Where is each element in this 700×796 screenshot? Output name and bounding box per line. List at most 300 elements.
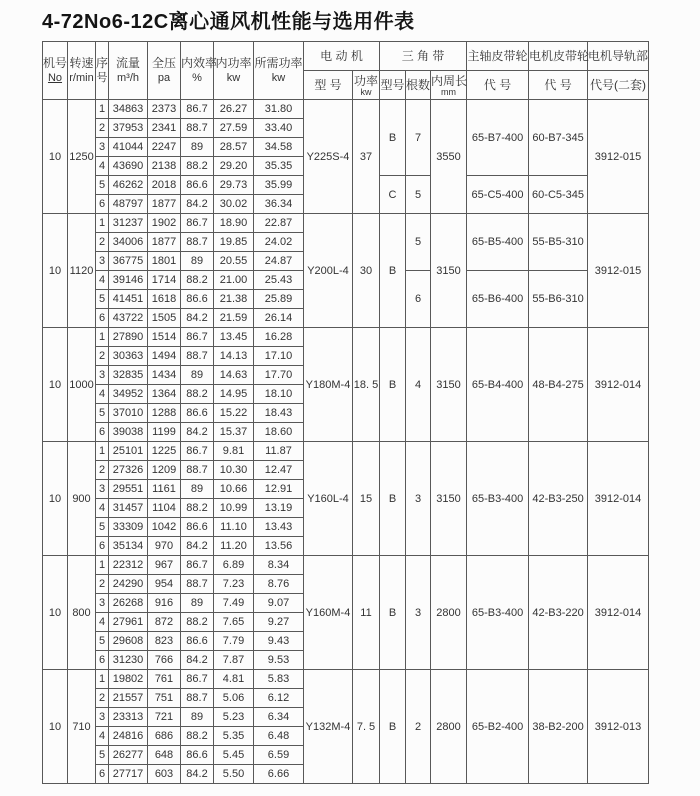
flow-cell: 48797 [109,195,148,214]
header-flow [109,42,148,100]
inner-power-cell: 7.49 [214,594,254,613]
efficiency-cell: 86.7 [181,100,214,119]
header-motor-model: 型 号 [304,71,353,100]
header-seq-label: 序 [96,56,109,71]
efficiency-cell: 86.7 [181,328,214,347]
efficiency-cell: 86.7 [181,556,214,575]
pressure-cell: 721 [148,708,181,727]
efficiency-cell: 88.7 [181,461,214,480]
inner-power-cell: 10.66 [214,480,254,499]
header-belt-length-label: 内周长 [431,74,468,89]
seq-cell: 6 [96,765,109,784]
efficiency-cell: 88.2 [181,499,214,518]
header-pressure [148,42,181,100]
belt-count-cell: 7 [406,100,431,176]
seq-cell: 4 [96,385,109,404]
pressure-cell: 1714 [148,271,181,290]
header-inner-power [214,42,254,100]
required-power-cell: 34.58 [254,138,304,157]
efficiency-cell: 88.2 [181,385,214,404]
seq-cell: 1 [96,442,109,461]
motor-pulley-cell: 55-B5-310 [529,214,588,271]
motor-pulley-cell: 42-B3-250 [529,442,588,556]
page [0,5,700,784]
seq-cell: 2 [96,461,109,480]
efficiency-cell: 86.6 [181,176,214,195]
flow-cell: 41451 [109,290,148,309]
efficiency-cell: 88.7 [181,233,214,252]
required-power-cell: 9.53 [254,651,304,670]
seq-cell: 2 [96,689,109,708]
seq-cell: 5 [96,632,109,651]
flow-cell: 37010 [109,404,148,423]
pressure-cell: 2018 [148,176,181,195]
motor-pulley-cell: 55-B6-310 [529,271,588,328]
efficiency-cell: 88.2 [181,271,214,290]
motor-power-cell: 30 [353,214,380,328]
fan-performance-table [42,41,649,784]
inner-power-cell: 5.23 [214,708,254,727]
seq-cell: 3 [96,708,109,727]
main-pulley-cell: 65-B7-400 [467,100,529,176]
seq-cell: 2 [96,233,109,252]
inner-power-cell: 7.23 [214,575,254,594]
inner-power-cell: 20.55 [214,252,254,271]
efficiency-cell: 88.7 [181,119,214,138]
flow-cell: 33309 [109,518,148,537]
flow-cell: 43722 [109,309,148,328]
rail-cell: 3912-014 [588,442,649,556]
header-flow-unit: m³/h [117,71,139,84]
efficiency-cell: 86.6 [181,746,214,765]
inner-power-cell: 10.30 [214,461,254,480]
flow-cell: 24290 [109,575,148,594]
pressure-cell: 1877 [148,233,181,252]
header-efficiency-label: 内效率 [181,56,218,71]
efficiency-cell: 86.7 [181,214,214,233]
required-power-cell: 6.34 [254,708,304,727]
header-efficiency-unit: % [192,71,202,84]
pressure-cell: 603 [148,765,181,784]
header-inner-power-unit: kw [226,71,241,84]
machine-no-cell: 10 [43,100,68,214]
efficiency-cell: 89 [181,594,214,613]
header-speed [68,42,96,100]
seq-cell: 5 [96,290,109,309]
pressure-cell: 2247 [148,138,181,157]
pressure-cell: 1288 [148,404,181,423]
inner-power-cell: 21.38 [214,290,254,309]
seq-cell: 1 [96,328,109,347]
belt-type-cell: B [380,556,406,670]
required-power-cell: 25.43 [254,271,304,290]
speed-cell: 800 [68,556,96,670]
pressure-cell: 648 [148,746,181,765]
motor-model-cell: Y160L-4 [304,442,353,556]
speed-cell: 710 [68,670,96,784]
efficiency-cell: 84.2 [181,309,214,328]
required-power-cell: 13.19 [254,499,304,518]
inner-power-cell: 29.20 [214,157,254,176]
header-belt-length-unit: mm [441,86,457,97]
speed-cell: 1120 [68,214,96,328]
belt-length-cell: 2800 [431,670,467,784]
efficiency-cell: 88.2 [181,613,214,632]
inner-power-cell: 29.73 [214,176,254,195]
seq-cell: 5 [96,176,109,195]
inner-power-cell: 7.65 [214,613,254,632]
efficiency-cell: 86.6 [181,404,214,423]
inner-power-cell: 7.79 [214,632,254,651]
header-seq-label2: 号 [96,71,108,84]
inner-power-cell: 21.59 [214,309,254,328]
inner-power-cell: 14.13 [214,347,254,366]
table-body [43,100,649,784]
motor-power-cell: 15 [353,442,380,556]
flow-cell: 39038 [109,423,148,442]
belt-type-cell: B [380,328,406,442]
flow-cell: 27890 [109,328,148,347]
main-pulley-cell: 65-B3-400 [467,556,529,670]
flow-cell: 22312 [109,556,148,575]
required-power-cell: 17.70 [254,366,304,385]
required-power-cell: 6.66 [254,765,304,784]
inner-power-cell: 27.59 [214,119,254,138]
pressure-cell: 823 [148,632,181,651]
pressure-cell: 2138 [148,157,181,176]
efficiency-cell: 89 [181,138,214,157]
inner-power-cell: 21.00 [214,271,254,290]
motor-power-cell: 11 [353,556,380,670]
motor-pulley-cell: 60-B7-345 [529,100,588,176]
required-power-cell: 9.07 [254,594,304,613]
header-rail-group: 电机导轨部 [588,42,649,71]
belt-type-cell: B [380,442,406,556]
pressure-cell: 1104 [148,499,181,518]
main-pulley-cell: 65-B3-400 [467,442,529,556]
flow-cell: 43690 [109,157,148,176]
belt-count-cell: 2 [406,670,431,784]
header-machine-no-unit: No [47,71,63,84]
table-header [43,42,649,100]
efficiency-cell: 88.7 [181,575,214,594]
efficiency-cell: 84.2 [181,537,214,556]
seq-cell: 4 [96,499,109,518]
motor-power-cell: 18. 5 [353,328,380,442]
header-seq [96,42,109,100]
pressure-cell: 967 [148,556,181,575]
speed-cell: 900 [68,442,96,556]
pressure-cell: 1514 [148,328,181,347]
efficiency-cell: 86.6 [181,518,214,537]
inner-power-cell: 5.35 [214,727,254,746]
header-efficiency [181,42,218,100]
page-title: 4-72No6-12C离心通风机性能与选用件表 [42,11,415,33]
inner-power-cell: 30.02 [214,195,254,214]
belt-count-cell: 5 [406,214,431,271]
belt-type-cell: B [380,100,406,176]
belt-length-cell: 3150 [431,328,467,442]
pressure-cell: 2373 [148,100,181,119]
belt-count-cell: 4 [406,328,431,442]
pressure-cell: 1161 [148,480,181,499]
header-belt-count: 根数 [406,71,431,100]
flow-cell: 32835 [109,366,148,385]
inner-power-cell: 9.81 [214,442,254,461]
seq-cell: 4 [96,613,109,632]
required-power-cell: 26.14 [254,309,304,328]
inner-power-cell: 18.90 [214,214,254,233]
header-main-pulley-group: 主轴皮带轮 [467,42,529,71]
pressure-cell: 954 [148,575,181,594]
efficiency-cell: 84.2 [181,423,214,442]
pressure-cell: 761 [148,670,181,689]
seq-cell: 1 [96,556,109,575]
flow-cell: 29608 [109,632,148,651]
required-power-cell: 35.35 [254,157,304,176]
pressure-cell: 1364 [148,385,181,404]
speed-cell: 1250 [68,100,96,214]
flow-cell: 27961 [109,613,148,632]
pressure-cell: 2341 [148,119,181,138]
flow-cell: 31237 [109,214,148,233]
efficiency-cell: 86.7 [181,442,214,461]
pressure-cell: 751 [148,689,181,708]
table-row [43,442,649,461]
seq-cell: 5 [96,518,109,537]
required-power-cell: 6.59 [254,746,304,765]
seq-cell: 3 [96,594,109,613]
required-power-cell: 18.43 [254,404,304,423]
belt-count-cell: 3 [406,442,431,556]
table-row [43,100,649,119]
flow-cell: 27326 [109,461,148,480]
pressure-cell: 1494 [148,347,181,366]
inner-power-cell: 15.37 [214,423,254,442]
table-row [43,670,649,689]
main-pulley-cell: 65-B5-400 [467,214,529,271]
efficiency-cell: 89 [181,366,214,385]
seq-cell: 4 [96,271,109,290]
flow-cell: 35134 [109,537,148,556]
main-pulley-cell: 65-B6-400 [467,271,529,328]
seq-cell: 6 [96,537,109,556]
flow-cell: 41044 [109,138,148,157]
header-rail-code: 代号(二套) [588,71,649,100]
header-required-power-label: 所需功率 [254,56,303,71]
machine-no-cell: 10 [43,670,68,784]
flow-cell: 27717 [109,765,148,784]
pressure-cell: 1225 [148,442,181,461]
seq-cell: 1 [96,214,109,233]
required-power-cell: 9.27 [254,613,304,632]
seq-cell: 2 [96,119,109,138]
speed-cell: 1000 [68,328,96,442]
flow-cell: 21557 [109,689,148,708]
seq-cell: 4 [96,727,109,746]
required-power-cell: 12.91 [254,480,304,499]
required-power-cell: 18.60 [254,423,304,442]
inner-power-cell: 14.95 [214,385,254,404]
inner-power-cell: 5.50 [214,765,254,784]
main-pulley-cell: 65-B4-400 [467,328,529,442]
machine-no-cell: 10 [43,442,68,556]
flow-cell: 30363 [109,347,148,366]
pressure-cell: 766 [148,651,181,670]
required-power-cell: 6.48 [254,727,304,746]
seq-cell: 5 [96,746,109,765]
efficiency-cell: 88.2 [181,727,214,746]
belt-count-cell: 3 [406,556,431,670]
pressure-cell: 1434 [148,366,181,385]
header-required-power-unit: kw [271,71,286,84]
inner-power-cell: 11.20 [214,537,254,556]
header-flow-label: 流量 [115,56,140,71]
efficiency-cell: 84.2 [181,651,214,670]
flow-cell: 25101 [109,442,148,461]
required-power-cell: 8.76 [254,575,304,594]
main-pulley-cell: 65-B2-400 [467,670,529,784]
required-power-cell: 31.80 [254,100,304,119]
pressure-cell: 1902 [148,214,181,233]
seq-cell: 2 [96,575,109,594]
table-row [43,214,649,233]
flow-cell: 34006 [109,233,148,252]
rail-cell: 3912-015 [588,100,649,214]
efficiency-cell: 89 [181,252,214,271]
motor-model-cell: Y160M-4 [304,556,353,670]
motor-model-cell: Y225S-4 [304,100,353,214]
rail-cell: 3912-013 [588,670,649,784]
inner-power-cell: 15.22 [214,404,254,423]
seq-cell: 6 [96,309,109,328]
required-power-cell: 16.28 [254,328,304,347]
belt-type-cell: B [380,670,406,784]
efficiency-cell: 86.7 [181,670,214,689]
required-power-cell: 25.89 [254,290,304,309]
seq-cell: 3 [96,366,109,385]
required-power-cell: 11.87 [254,442,304,461]
required-power-cell: 6.12 [254,689,304,708]
required-power-cell: 8.34 [254,556,304,575]
flow-cell: 31457 [109,499,148,518]
belt-type-cell: B [380,214,406,328]
required-power-cell: 13.43 [254,518,304,537]
motor-pulley-cell: 48-B4-275 [529,328,588,442]
efficiency-cell: 86.6 [181,632,214,651]
flow-cell: 31230 [109,651,148,670]
pressure-cell: 686 [148,727,181,746]
machine-no-cell: 10 [43,328,68,442]
motor-power-cell: 37 [353,100,380,214]
belt-length-cell: 2800 [431,556,467,670]
inner-power-cell: 14.63 [214,366,254,385]
flow-cell: 34863 [109,100,148,119]
seq-cell: 4 [96,157,109,176]
pressure-cell: 1801 [148,252,181,271]
belt-length-cell: 3150 [431,214,467,328]
header-machine-no-label: 机号 [43,56,68,71]
pressure-cell: 1209 [148,461,181,480]
efficiency-cell: 84.2 [181,195,214,214]
efficiency-cell: 89 [181,480,214,499]
efficiency-cell: 89 [181,708,214,727]
flow-cell: 24816 [109,727,148,746]
header-belt-length [431,71,467,100]
seq-cell: 6 [96,423,109,442]
efficiency-cell: 84.2 [181,765,214,784]
motor-power-cell: 7. 5 [353,670,380,784]
required-power-cell: 33.40 [254,119,304,138]
header-speed-label: 转速 [69,56,94,71]
seq-cell: 3 [96,138,109,157]
seq-cell: 5 [96,404,109,423]
required-power-cell: 24.02 [254,233,304,252]
machine-no-cell: 10 [43,556,68,670]
motor-model-cell: Y200L-4 [304,214,353,328]
flow-cell: 26268 [109,594,148,613]
header-pressure-unit: pa [157,71,171,84]
header-motor-power [353,71,380,100]
required-power-cell: 35.99 [254,176,304,195]
header-row-top [43,42,649,71]
required-power-cell: 17.10 [254,347,304,366]
inner-power-cell: 7.87 [214,651,254,670]
flow-cell: 36775 [109,252,148,271]
inner-power-cell: 5.06 [214,689,254,708]
machine-no-cell: 10 [43,214,68,328]
required-power-cell: 5.83 [254,670,304,689]
required-power-cell: 9.43 [254,632,304,651]
table-row [43,556,649,575]
efficiency-cell: 88.2 [181,157,214,176]
flow-cell: 34952 [109,385,148,404]
flow-cell: 37953 [109,119,148,138]
seq-cell: 1 [96,100,109,119]
header-motor-group: 电 动 机 [304,42,380,71]
motor-pulley-cell: 42-B3-220 [529,556,588,670]
pressure-cell: 970 [148,537,181,556]
efficiency-cell: 86.6 [181,290,214,309]
seq-cell: 6 [96,651,109,670]
required-power-cell: 13.56 [254,537,304,556]
inner-power-cell: 26.27 [214,100,254,119]
flow-cell: 39146 [109,271,148,290]
inner-power-cell: 5.45 [214,746,254,765]
inner-power-cell: 11.10 [214,518,254,537]
motor-model-cell: Y180M-4 [304,328,353,442]
header-motor-pulley-code: 代 号 [529,71,588,100]
belt-length-cell: 3550 [431,100,467,214]
rail-cell: 3912-014 [588,556,649,670]
header-speed-unit: r/min [69,71,94,84]
header-required-power [254,42,304,100]
required-power-cell: 22.87 [254,214,304,233]
header-motor-pulley-group: 电机皮带轮 [529,42,588,71]
required-power-cell: 18.10 [254,385,304,404]
header-motor-power-label: 功率 [354,74,379,89]
inner-power-cell: 10.99 [214,499,254,518]
belt-count-cell: 5 [406,176,431,214]
pressure-cell: 1042 [148,518,181,537]
required-power-cell: 24.87 [254,252,304,271]
belt-length-cell: 3150 [431,442,467,556]
efficiency-cell: 88.7 [181,689,214,708]
header-main-pulley-code: 代 号 [467,71,529,100]
motor-pulley-cell: 38-B2-200 [529,670,588,784]
required-power-cell: 12.47 [254,461,304,480]
flow-cell: 46262 [109,176,148,195]
